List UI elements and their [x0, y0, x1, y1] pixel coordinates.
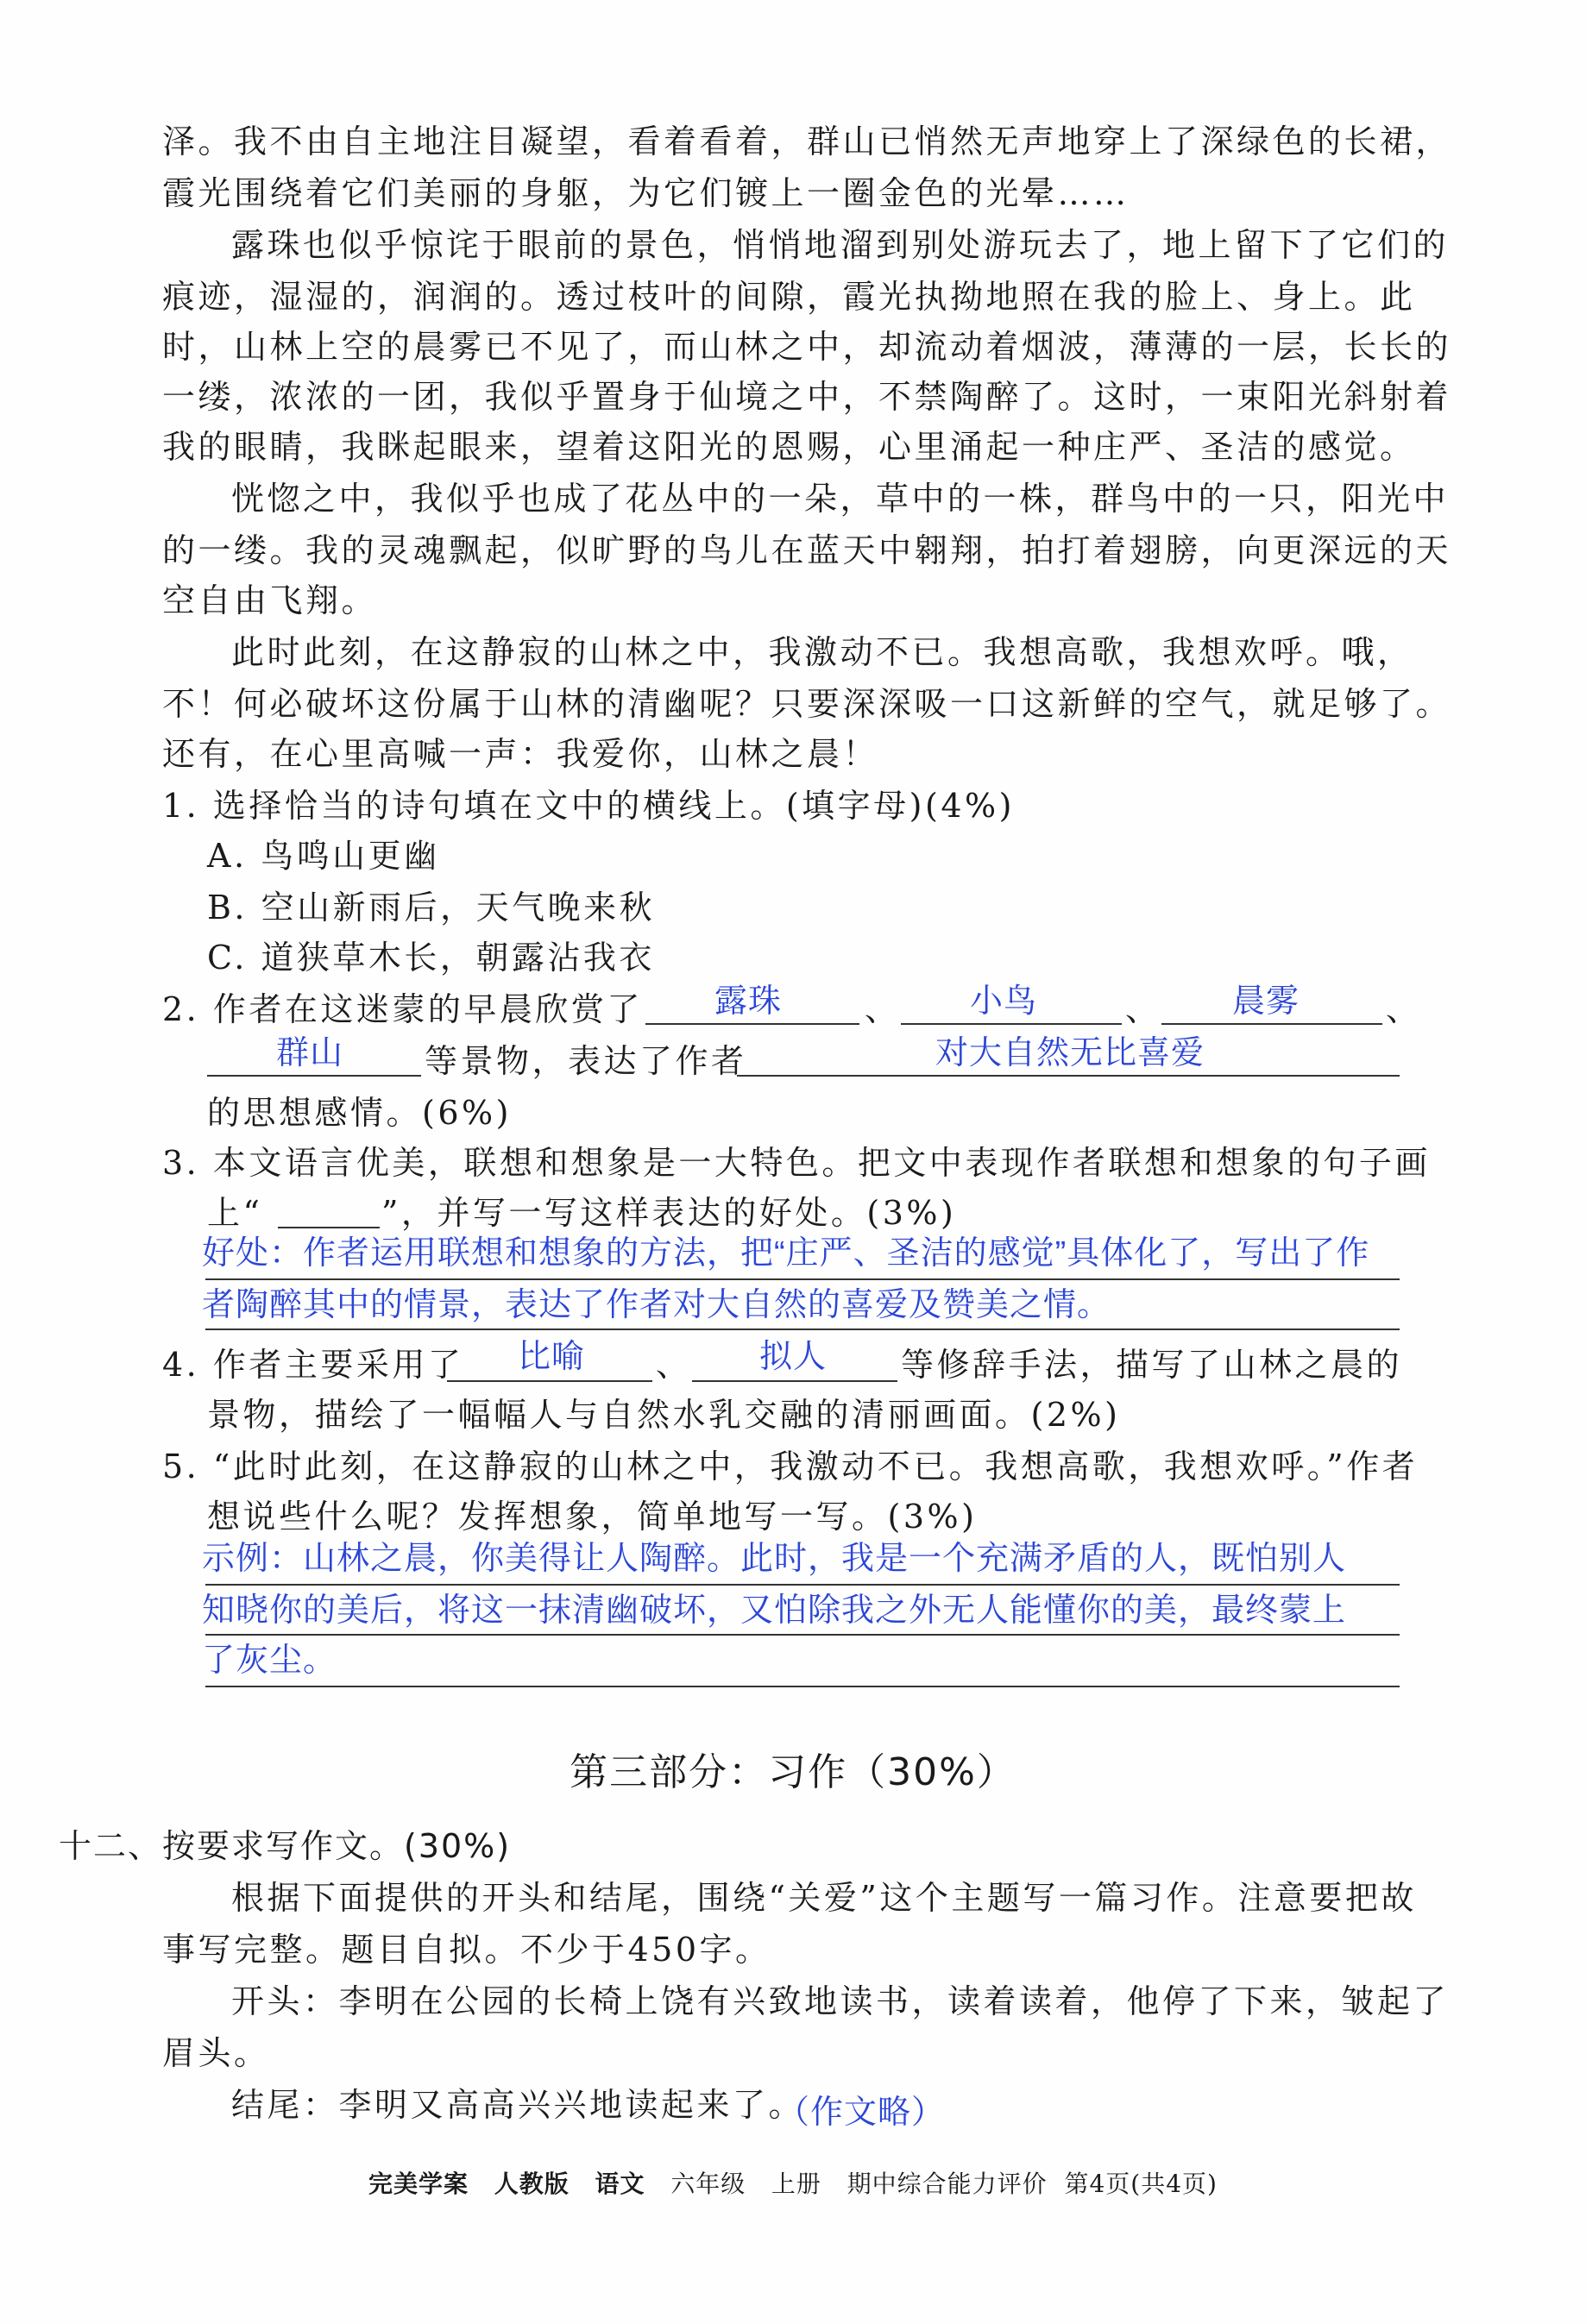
blank-line: [207, 1075, 421, 1077]
separator: 、: [1125, 990, 1161, 1028]
essay-ending: 结尾：李明又高高兴兴地读起来了。: [231, 2086, 805, 2124]
footer-subject: 语文: [595, 2170, 645, 2198]
q3-text: 上“: [207, 1194, 263, 1232]
q4-text: 景物，描绘了一幅幅人与自然水乳交融的清丽画面。(2%): [207, 1396, 1121, 1434]
separator: 、: [1386, 990, 1422, 1028]
passage-line: 还有，在心里高喊一声：我爱你，山林之晨！: [162, 735, 879, 773]
page-footer: [0, 2167, 1586, 2202]
essay-instruction: 事写完整。题目自拟。不少于450字。: [162, 1931, 771, 1969]
passage-line: 我的眼睛，我眯起眼来，望着这阳光的恩赐，心里涌起一种庄严、圣洁的感觉。: [162, 428, 1416, 466]
answer-text: 知晓你的美后，将这一抹清幽破坏，又怕除我之外无人能懂你的美，最终蒙上: [202, 1592, 1347, 1629]
separator: 、: [656, 1346, 692, 1384]
question-3-stem: 3. 本文语言优美，联想和想象是一大特色。把文中表现作者联想和想象的句子画: [162, 1144, 1431, 1182]
blank-line: [447, 1380, 652, 1382]
answer-text: 露珠: [714, 983, 783, 1020]
essay-instruction: 根据下面提供的开头和结尾，围绕“关爱”这个主题写一篇习作。注意要把故: [231, 1879, 1417, 1917]
passage-line: 霞光围绕着它们美丽的身躯，为它们镀上一圈金色的光晕……: [162, 174, 1130, 212]
footer-test: 期中综合能力评价: [846, 2170, 1048, 2198]
passage-line: 不！何必破坏这份属于山林的清幽呢？只要深深吸一口这新鲜的空气，就足够了。: [162, 685, 1452, 723]
separator: 、: [865, 990, 901, 1028]
question-5-stem: 5. “此时此刻，在这静寂的山林之中，我激动不已。我想高歌，我想欢呼。”作者: [162, 1448, 1419, 1485]
essay-opening: 眉头。: [162, 2034, 270, 2072]
q3-text: ”，并写一写这样表达的好处。(3%): [381, 1194, 957, 1232]
footer-volume: 上册: [771, 2170, 821, 2198]
blank-line: [278, 1227, 380, 1228]
answer-text: 比喻: [518, 1339, 586, 1375]
passage-line: 痕迹，湿湿的，润润的。透过枝叶的间隙，霞光执拗地照在我的脸上、身上。此: [162, 278, 1416, 316]
passage-line: 空自由飞翔。: [162, 581, 378, 619]
passage-line: 的一缕。我的灵魂飘起，似旷野的鸟儿在蓝天中翱翔，拍打着翅膀，向更深远的天: [162, 531, 1452, 569]
essay-opening: 开头：李明在公园的长椅上饶有兴致地读书，读着读着，他停了下来，皱起了: [231, 1982, 1450, 2020]
answer-text: 好处：作者运用联想和想象的方法，把“庄严、圣洁的感觉”具体化了，写出了作: [202, 1235, 1370, 1272]
question-1-stem: 1. 选择恰当的诗句填在文中的横线上。(填字母)(4%): [162, 787, 1015, 825]
answer-text: 小鸟: [970, 983, 1038, 1020]
blank-line: [1161, 1023, 1382, 1025]
q2-text: 等景物，表达了作者: [425, 1042, 747, 1080]
q4-text: 等修辞手法，描写了山林之晨的: [901, 1346, 1403, 1384]
answer-line: [205, 1686, 1400, 1687]
answer-text: 晨雾: [1232, 983, 1300, 1020]
q1-option-c: C. 道狭草木长，朝露沾我衣: [207, 939, 655, 977]
q1-option-b: B. 空山新雨后，天气晚来秋: [207, 889, 656, 926]
question-4-stem: 4. 作者主要采用了: [162, 1346, 464, 1384]
footer-grade: 六年级: [670, 2170, 746, 2198]
footer-brand: 完美学案: [368, 2170, 469, 2198]
passage-line: 时，山林上空的晨雾已不见了，而山林之中，却流动着烟波，薄薄的一层，长长的: [162, 328, 1452, 366]
footer-page: 第4页(共4页): [1064, 2170, 1218, 2198]
answer-line: [205, 1584, 1400, 1586]
blank-line: [737, 1075, 1400, 1077]
passage-line: 恍惚之中，我似乎也成了花丛中的一朵，草中的一株，群鸟中的一只，阳光中: [231, 480, 1450, 518]
passage-line: 一缕，浓浓的一团，我似乎置身于仙境之中，不禁陶醉了。这时，一束阳光斜射着: [162, 378, 1452, 416]
answer-text: 对大自然无比喜爱: [935, 1035, 1205, 1071]
passage-line: 露珠也似乎惊诧于眼前的景色，悄悄地溜到别处游玩去了，地上留下了它们的: [231, 226, 1450, 264]
blank-line: [901, 1023, 1122, 1025]
q1-option-a: A. 鸟鸣山更幽: [207, 837, 440, 875]
passage-line: 此时此刻，在这静寂的山林之中，我激动不已。我想高歌，我想欢呼。哦，: [231, 633, 1413, 671]
section-title: 第三部分：习作（30%）: [570, 1750, 1016, 1794]
blank-line: [645, 1023, 859, 1025]
answer-line: [205, 1328, 1400, 1330]
answer-text: 群山: [276, 1035, 344, 1071]
q2-text: 的思想感情。(6%): [207, 1094, 512, 1132]
answer-line: [205, 1278, 1400, 1280]
footer-edition: 人教版: [494, 2170, 570, 2198]
answer-text: 了灰尘。: [202, 1643, 337, 1679]
q5-text: 想说些什么呢？发挥想象，简单地写一写。(3%): [207, 1498, 978, 1536]
answer-line: [205, 1634, 1400, 1636]
answer-text: 者陶醉其中的情景，表达了作者对大自然的喜爱及赞美之情。: [202, 1287, 1111, 1323]
question-12-heading: 十二、按要求写作文。(30%): [59, 1827, 512, 1865]
blank-line: [692, 1380, 897, 1382]
question-2-stem: 2. 作者在这迷蒙的早晨欣赏了: [162, 990, 643, 1028]
answer-text: 示例：山林之晨，你美得让人陶醉。此时，我是一个充满矛盾的人，既怕别人: [202, 1541, 1347, 1577]
answer-text: 拟人: [759, 1339, 828, 1375]
answer-text: （作文略）: [777, 2095, 946, 2131]
passage-line: 泽。我不由自主地注目凝望，看着看着，群山已悄然无声地穿上了深绿色的长裙，: [162, 122, 1452, 160]
